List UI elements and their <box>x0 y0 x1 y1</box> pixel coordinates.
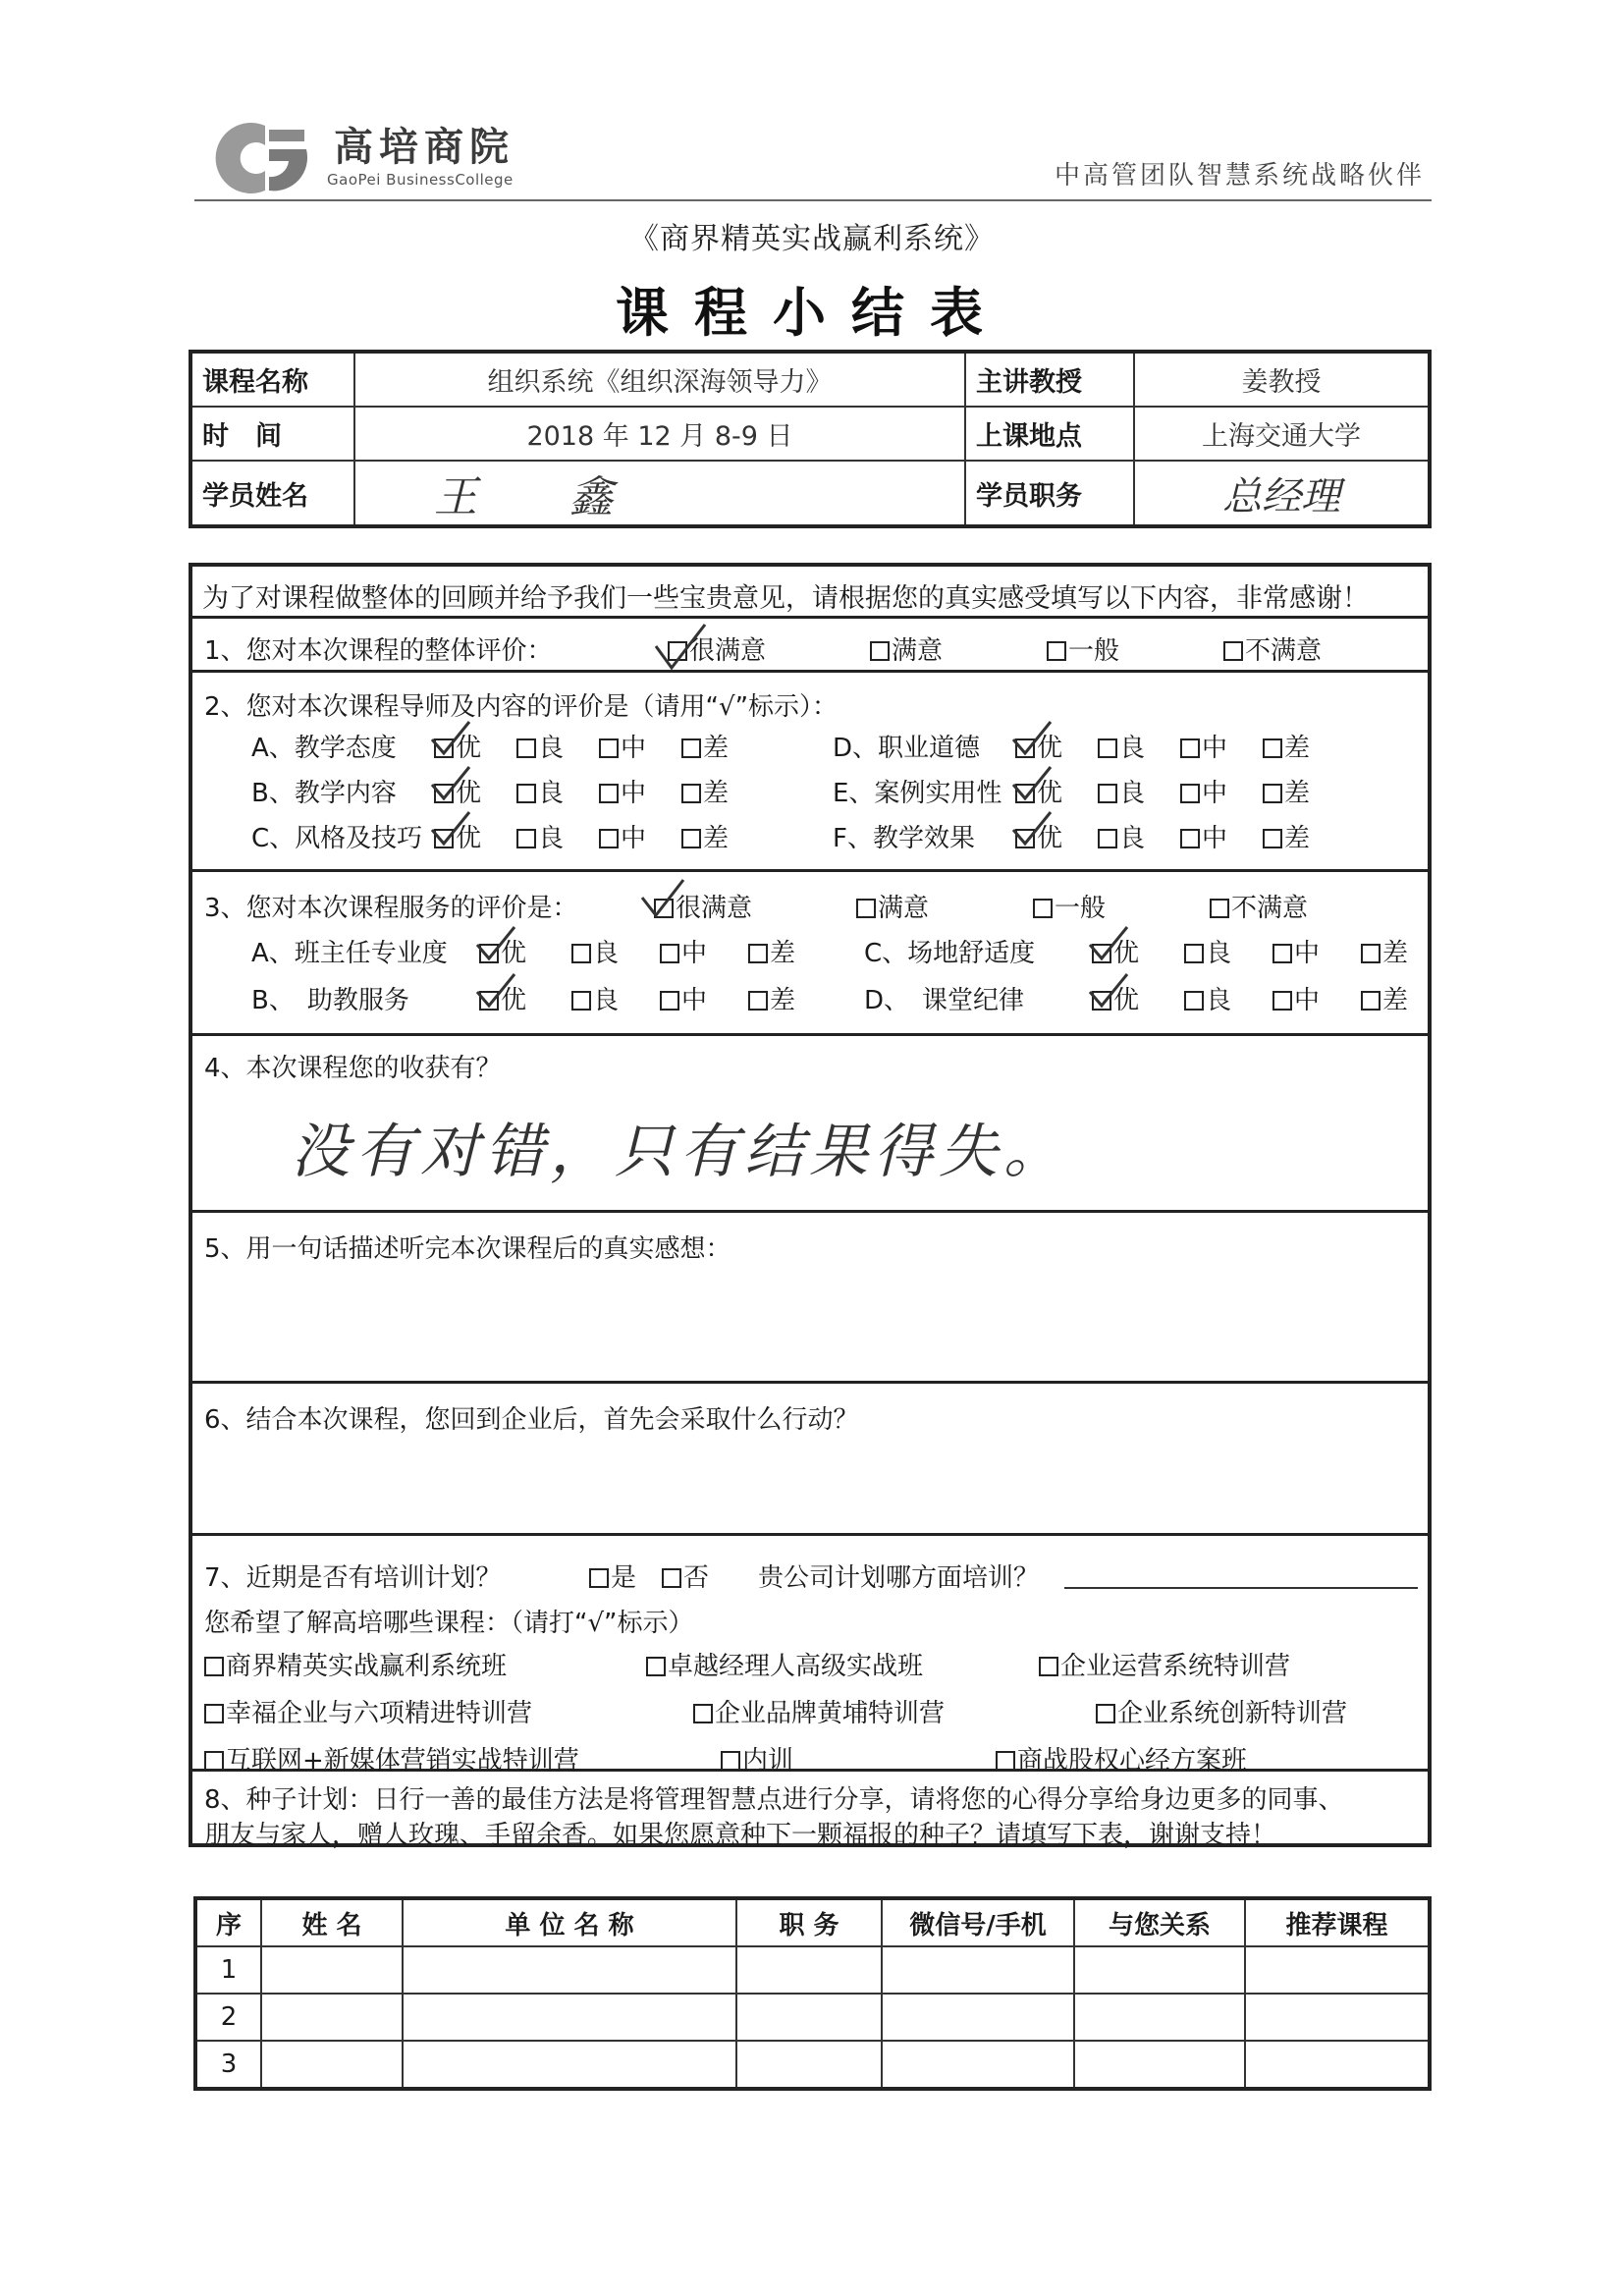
rating-item-label: F、教学效果 <box>833 824 975 853</box>
rating-item-label: C、场地舒适度 <box>864 939 1036 968</box>
rating-checkbox[interactable]: 良 <box>571 933 619 969</box>
rating-checkbox[interactable]: 差 <box>681 773 729 809</box>
rating-checkbox[interactable]: 差 <box>681 728 729 764</box>
checkmark-icon <box>428 718 473 757</box>
checkmark-icon <box>1086 970 1131 1010</box>
table-cell[interactable] <box>403 1946 736 1994</box>
col-name: 姓 名 <box>261 1898 403 1946</box>
rating-checkbox[interactable]: 中 <box>599 773 646 809</box>
rating-checkbox[interactable]: 良 <box>571 980 619 1016</box>
student-position-label: 学员职务 <box>965 461 1134 526</box>
series-title: 《商界精英实战赢利系统》 <box>629 222 995 256</box>
col-wechat-phone: 微信号/手机 <box>882 1898 1074 1946</box>
course-option[interactable]: 企业品牌黄埔特训营 <box>693 1693 945 1729</box>
rating-checkbox[interactable]: 优 <box>1015 773 1062 809</box>
rating-checkbox[interactable]: 中 <box>1180 728 1227 764</box>
checkmark-icon <box>650 619 709 674</box>
brand-slogan: 中高管团队智慧系统战略伙伴 <box>1055 161 1426 191</box>
time-label: 时 间 <box>190 407 354 461</box>
rating-checkbox[interactable]: 优 <box>479 933 526 969</box>
rating-checkbox[interactable]: 优 <box>1015 818 1062 854</box>
table-cell[interactable] <box>736 2041 882 2089</box>
student-name-label: 学员姓名 <box>190 461 354 526</box>
student-name-handwritten[interactable]: 王 鑫 <box>354 461 965 526</box>
table-cell[interactable] <box>882 2041 1074 2089</box>
rating-checkbox[interactable]: 优 <box>1015 728 1062 764</box>
rating-checkbox[interactable]: 中 <box>660 980 707 1016</box>
q7-prompt: 您希望了解高培哪些课程：（请打“√”标示） <box>204 1609 694 1638</box>
col-relation: 与您关系 <box>1074 1898 1245 1946</box>
rating-checkbox[interactable]: 良 <box>1098 728 1145 764</box>
form-title: 课程小结表 <box>616 282 1008 344</box>
rating-item-label: B、 助教服务 <box>251 986 409 1015</box>
q1-option-very-satisfied[interactable]: 很满意 <box>668 630 766 667</box>
rating-item-label: B、教学内容 <box>251 779 397 808</box>
checkmark-icon <box>1009 763 1055 802</box>
course-name-label: 课程名称 <box>190 352 354 407</box>
q2-section <box>192 673 1428 872</box>
rating-item-label: A、教学态度 <box>251 734 397 763</box>
q7-option-no[interactable]: 否 <box>662 1558 709 1594</box>
rating-checkbox[interactable]: 优 <box>1092 980 1139 1016</box>
rating-checkbox[interactable]: 差 <box>1361 933 1408 969</box>
rating-checkbox[interactable]: 中 <box>599 818 646 854</box>
table-cell[interactable] <box>1074 1994 1245 2041</box>
q8-section <box>192 1772 1428 1850</box>
course-name-value: 组织系统《组织深海领导力》 <box>354 352 965 407</box>
rating-checkbox[interactable]: 良 <box>516 773 564 809</box>
q1-option-satisfied[interactable]: 满意 <box>870 630 943 667</box>
table-cell[interactable] <box>1245 1946 1430 1994</box>
q4-question: 4、本次课程您的收获有？ <box>204 1054 502 1083</box>
course-option[interactable]: 商界精英实战赢利系统班 <box>204 1646 507 1682</box>
referral-table <box>193 1896 1432 2091</box>
q8-line1: 8、种子计划：日行一善的最佳方法是将管理智慧点进行分享，请将您的心得分享给身边更多的同事、 <box>204 1785 1344 1815</box>
checkmark-icon <box>1086 923 1131 962</box>
q5-question: 5、用一句话描述听完本次课程后的真实感想： <box>204 1234 731 1264</box>
rating-item-label: D、职业道德 <box>833 734 981 763</box>
rating-checkbox[interactable]: 良 <box>1098 773 1145 809</box>
q7-which-training: 贵公司计划哪方面培训？ <box>758 1563 1040 1593</box>
rating-item-label: C、风格及技巧 <box>251 824 423 853</box>
rating-checkbox[interactable]: 差 <box>1263 728 1310 764</box>
gaopei-logo-icon <box>208 120 314 196</box>
rating-checkbox[interactable]: 优 <box>479 980 526 1016</box>
table-cell[interactable] <box>1245 1994 1430 2041</box>
rating-checkbox[interactable]: 差 <box>748 980 795 1016</box>
row-index: 2 <box>195 1994 261 2041</box>
table-cell[interactable] <box>403 1994 736 2041</box>
col-company: 单 位 名 称 <box>403 1898 736 1946</box>
referral-table-header <box>195 1898 1430 1946</box>
col-index: 序 <box>195 1898 261 1946</box>
q6-section <box>192 1384 1428 1536</box>
course-option[interactable]: 商战股权心经方案班 <box>996 1740 1247 1777</box>
table-cell[interactable] <box>403 2041 736 2089</box>
row-index: 1 <box>195 1946 261 1994</box>
checkmark-icon <box>638 876 687 921</box>
rating-checkbox[interactable]: 差 <box>748 933 795 969</box>
rating-checkbox[interactable]: 中 <box>1272 933 1320 969</box>
checkmark-icon <box>1009 808 1055 847</box>
survey-form <box>189 563 1432 1850</box>
course-option[interactable]: 企业系统创新特训营 <box>1096 1693 1347 1729</box>
rating-checkbox[interactable]: 中 <box>1180 818 1227 854</box>
rating-checkbox[interactable]: 中 <box>599 728 646 764</box>
lecturer-label: 主讲教授 <box>965 352 1134 407</box>
table-cell[interactable] <box>1245 2041 1430 2089</box>
q3-section <box>192 872 1428 1036</box>
course-option[interactable]: 企业运营系统特训营 <box>1039 1646 1290 1682</box>
q7-question: 7、近期是否有培训计划？ <box>204 1563 502 1593</box>
q1-option-average[interactable]: 一般 <box>1047 630 1119 667</box>
table-cell[interactable] <box>261 1946 403 1994</box>
table-cell[interactable] <box>1074 1946 1245 1994</box>
q5-section <box>192 1213 1428 1384</box>
table-row <box>195 1994 1430 2041</box>
location-label: 上课地点 <box>965 407 1134 461</box>
table-cell[interactable] <box>882 1994 1074 2041</box>
checkmark-icon <box>473 970 518 1010</box>
rating-item-label: D、 课堂纪律 <box>864 986 1025 1015</box>
checkmark-icon <box>1009 718 1055 757</box>
course-info-table <box>189 350 1432 528</box>
rating-checkbox[interactable]: 优 <box>434 773 481 809</box>
rating-checkbox[interactable]: 差 <box>1263 773 1310 809</box>
rating-item-label: A、班主任专业度 <box>251 939 448 968</box>
col-position: 职 务 <box>736 1898 882 1946</box>
rating-checkbox[interactable]: 差 <box>1263 818 1310 854</box>
rating-checkbox[interactable]: 优 <box>1092 933 1139 969</box>
q8-line2: 朋友与家人，赠人玫瑰、手留余香。如果您愿意种下一颗福报的种子？请填写下表，谢谢支持！ <box>204 1821 1277 1850</box>
rating-checkbox[interactable]: 良 <box>516 818 564 854</box>
rating-checkbox[interactable]: 中 <box>1180 773 1227 809</box>
survey-intro: 为了对课程做整体的回顾并给予我们一些宝贵意见，请根据您的真实感受填写以下内容，非常感谢！ <box>202 583 1369 614</box>
q6-question: 6、结合本次课程，您回到企业后，首先会采取什么行动？ <box>204 1405 859 1435</box>
course-option[interactable]: 幸福企业与六项精进特训营 <box>204 1693 532 1729</box>
col-recommended-course: 推荐课程 <box>1245 1898 1430 1946</box>
table-cell[interactable] <box>261 1994 403 2041</box>
lecturer-value: 姜教授 <box>1134 352 1430 407</box>
q4-section <box>192 1036 1428 1213</box>
time-value: 2018 年 12 月 8-9 日 <box>354 407 965 461</box>
rating-checkbox[interactable]: 差 <box>681 818 729 854</box>
checkmark-icon <box>428 808 473 847</box>
checkmark-icon <box>473 923 518 962</box>
brand-subtitle: GaoPei BusinessCollege <box>327 171 514 189</box>
rating-checkbox[interactable]: 良 <box>1184 980 1231 1016</box>
table-cell[interactable] <box>736 1946 882 1994</box>
rating-checkbox[interactable]: 良 <box>516 728 564 764</box>
q1-section <box>192 619 1428 673</box>
table-cell[interactable] <box>736 1994 882 2041</box>
q4-answer-handwritten[interactable]: 没有对错，只有结果得失。 <box>291 1118 1068 1186</box>
q3-option-average[interactable]: 一般 <box>1033 888 1106 924</box>
rating-checkbox[interactable]: 良 <box>1184 933 1231 969</box>
course-option[interactable]: 互联网+新媒体营销实战特训营 <box>204 1740 579 1777</box>
rating-item-label: E、案例实用性 <box>833 779 1002 808</box>
q1-question: 1、您对本次课程的整体评价： <box>204 636 553 666</box>
header-divider <box>194 199 1432 201</box>
course-option[interactable]: 内训 <box>721 1740 793 1777</box>
rating-checkbox[interactable]: 差 <box>1361 980 1408 1016</box>
table-cell[interactable] <box>1074 2041 1245 2089</box>
q3-option-very-satisfied[interactable]: 很满意 <box>654 888 752 924</box>
q3-option-satisfied[interactable]: 满意 <box>856 888 929 924</box>
rating-checkbox[interactable]: 中 <box>660 933 707 969</box>
q3-question: 3、您对本次课程服务的评价是： <box>204 894 578 923</box>
table-cell[interactable] <box>882 1946 1074 1994</box>
q3-option-unsatisfied[interactable]: 不满意 <box>1210 888 1308 924</box>
rating-checkbox[interactable]: 优 <box>434 728 481 764</box>
q7-section <box>192 1536 1428 1776</box>
q1-option-unsatisfied[interactable]: 不满意 <box>1223 630 1322 667</box>
table-row <box>195 2041 1430 2089</box>
course-option[interactable]: 卓越经理人高级实战班 <box>646 1646 923 1682</box>
q2-question: 2、您对本次课程导师及内容的评价是（请用“√”标示）： <box>204 692 839 722</box>
rating-checkbox[interactable]: 良 <box>1098 818 1145 854</box>
survey-intro-row <box>192 567 1428 619</box>
brand-name: 高培商院 <box>334 125 514 170</box>
location-value: 上海交通大学 <box>1134 407 1430 461</box>
student-position-handwritten[interactable]: 总经理 <box>1134 461 1430 526</box>
table-cell[interactable] <box>261 2041 403 2089</box>
q7-fill-in-line[interactable] <box>1064 1587 1418 1589</box>
q7-option-yes[interactable]: 是 <box>589 1558 636 1594</box>
rating-checkbox[interactable]: 中 <box>1272 980 1320 1016</box>
table-row <box>195 1946 1430 1994</box>
rating-checkbox[interactable]: 优 <box>434 818 481 854</box>
checkmark-icon <box>428 763 473 802</box>
row-index: 3 <box>195 2041 261 2089</box>
